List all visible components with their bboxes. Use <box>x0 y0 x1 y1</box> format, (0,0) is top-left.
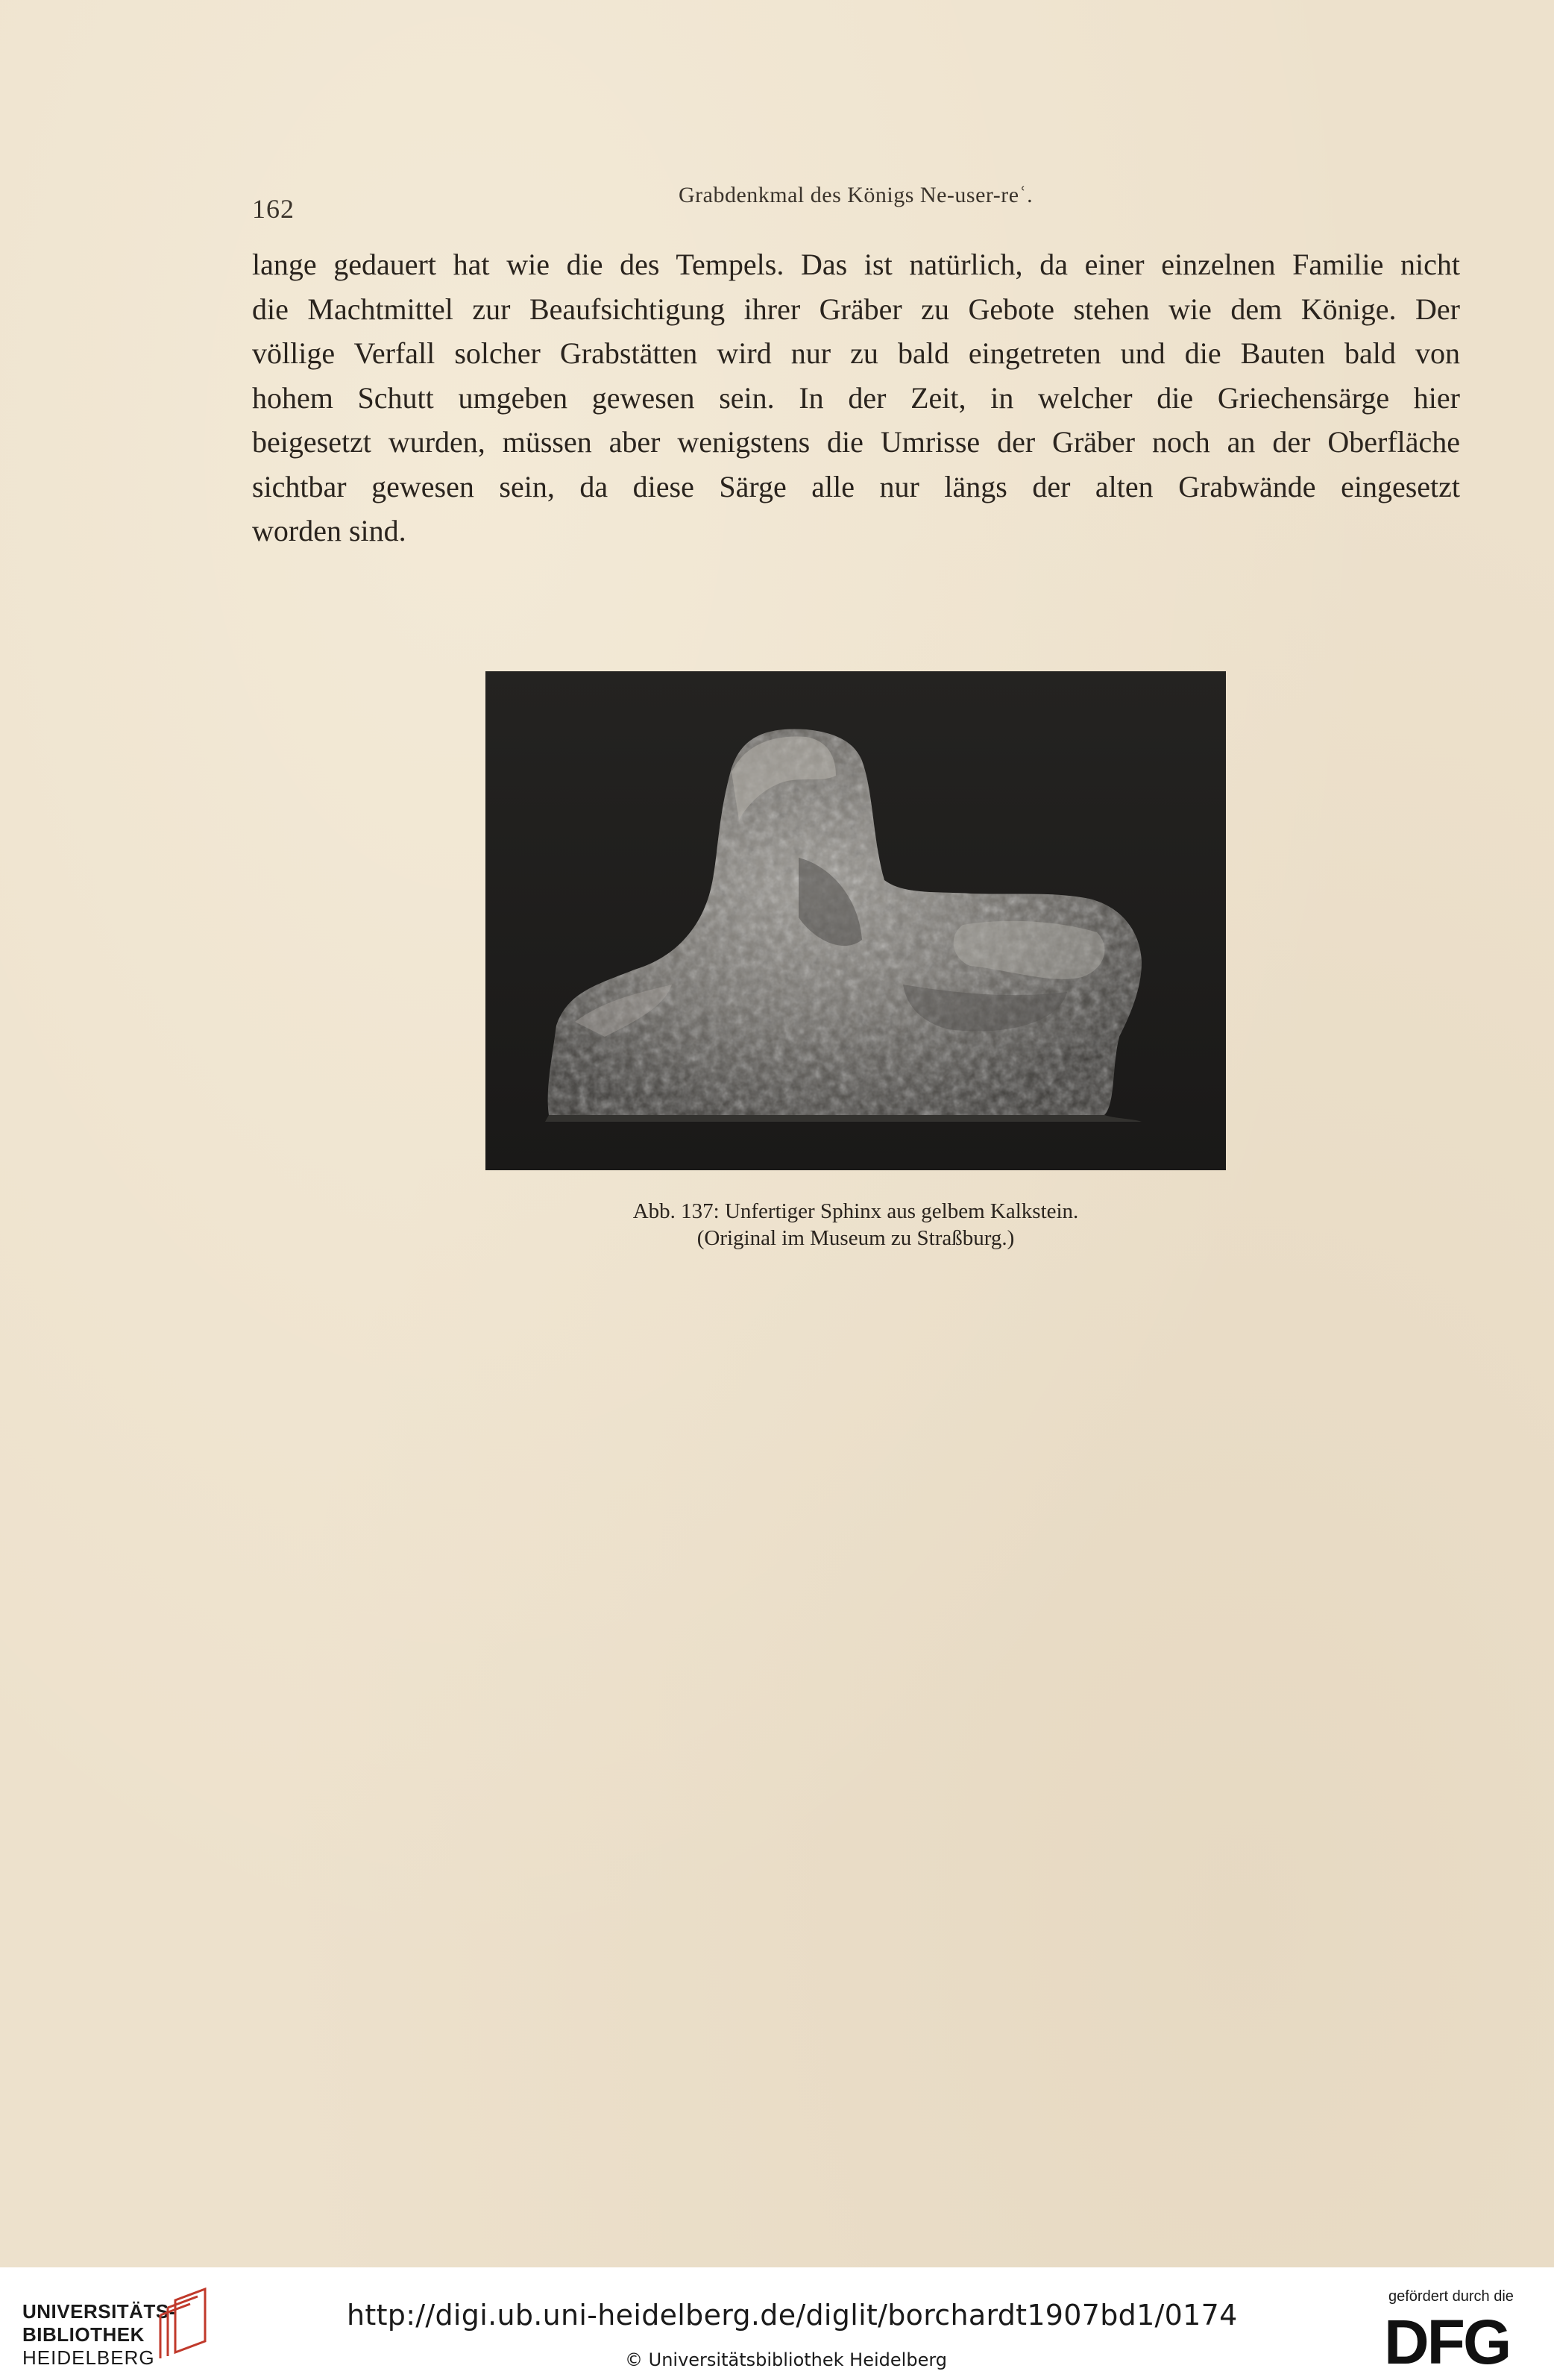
body-paragraph <box>252 242 1460 553</box>
body-line: völlige Verfall solcher Grabstätten wird nur zu bald eingetreten und die Bauten bald von <box>252 336 1460 370</box>
body-line: beigesetzt wurden, müssen aber wenigstens die Umrisse der Gräber noch an der Oberfläche <box>252 425 1460 459</box>
library-name-line: HEIDELBERG <box>22 2346 155 2369</box>
figure-caption: Abb. 137: Unfertiger Sphinx aus gelbem Kalkstein. <box>632 1199 1079 1223</box>
body-line: worden sind. <box>252 514 406 547</box>
dfg-logo: DFG <box>1384 2307 1510 2377</box>
body-line: sichtbar gewesen sein, da diese Särge alle nur längs der alten Grabwände eingesetzt <box>252 469 1460 503</box>
library-mark-icon <box>153 2285 213 2360</box>
permalink-url[interactable]: http://digi.ub.uni-heidelberg.de/diglit/borchardt1907bd1/0174 <box>347 2299 1238 2332</box>
running-head <box>252 183 1490 224</box>
body-line: lange gedauert hat wie die des Tempels. Das ist natürlich, da einer einzelnen Familie nicht <box>252 248 1460 281</box>
funding-label: gefördert durch die <box>1388 2288 1514 2305</box>
library-name-line: BIBLIOTHEK <box>22 2323 145 2346</box>
figure-caption-source: (Original im Museum zu Straßburg.) <box>696 1226 1015 1250</box>
body-line: die Machtmittel zur Beaufsichtigung ihrer Gräber zu Gebote stehen wie dem Könige. Der <box>252 292 1460 326</box>
copyright-notice: © Universitätsbibliothek Heidelberg <box>625 2349 948 2370</box>
body-line: hohem Schutt umgeben gewesen sein. In der Zeit, in welcher die Griechensärge hier <box>252 380 1460 415</box>
sphinx-photograph <box>485 671 1226 1170</box>
sphinx-image <box>485 671 1226 1170</box>
footer-bar <box>0 2267 1554 2380</box>
page-number: 162 <box>252 194 295 224</box>
library-name-line: UNIVERSITÄTS- <box>22 2300 176 2323</box>
running-head-title: Grabdenkmal des Königs Ne-user-reʿ. <box>679 183 1034 207</box>
